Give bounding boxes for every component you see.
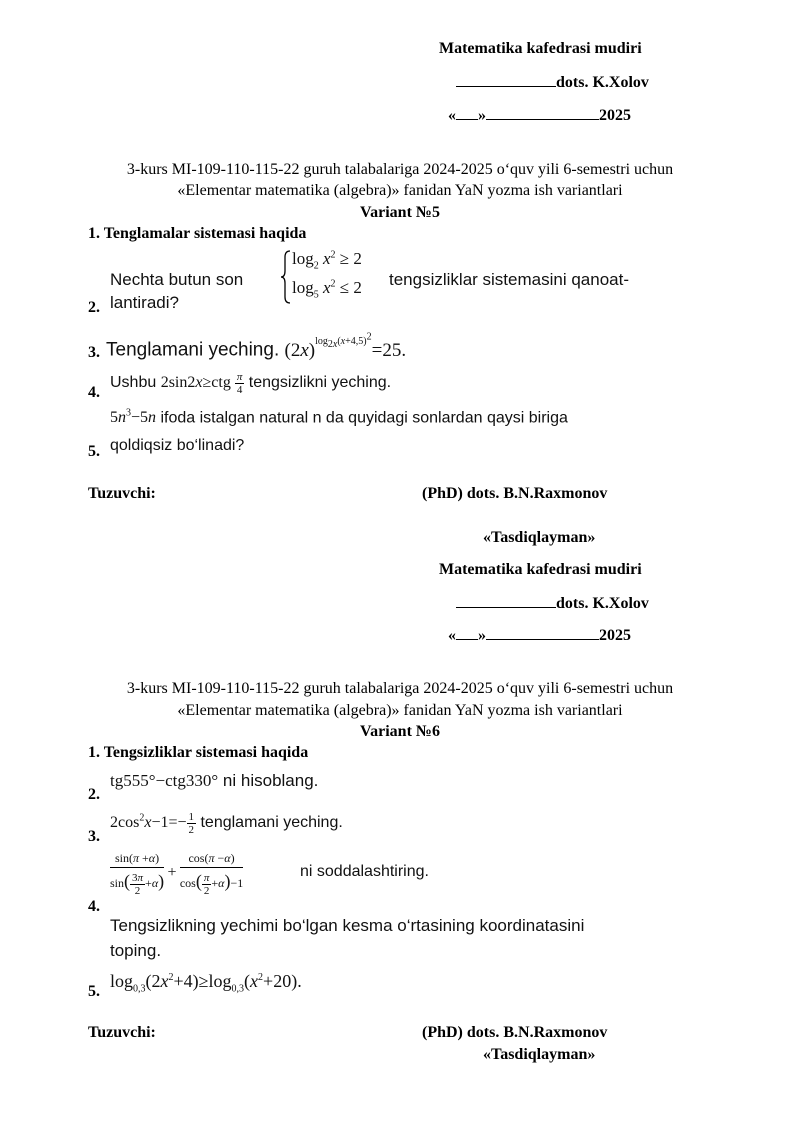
q3-text: Tenglamani yeching.	[106, 339, 280, 361]
month-blank	[486, 106, 599, 120]
pi-over-4-fraction: $\frac{\pi}{4}$	[236, 371, 243, 396]
v6-q4-fraction-1: sin(π +α) sin( $\frac{3\pi}{2}$ +α)	[110, 851, 165, 897]
day-blank	[456, 626, 478, 640]
date-quote-open: «	[448, 627, 456, 644]
v6-q2-text: ni hisoblang.	[222, 771, 319, 790]
q2-text-a: Nechta butun son	[110, 270, 244, 289]
v6-q4-number: 4.	[88, 898, 100, 915]
signature-blank	[456, 594, 556, 608]
approval-year: 2025	[599, 627, 631, 644]
topic-heading: 1. Tenglamalar sistemasi haqida	[88, 225, 307, 242]
q2-system-formula	[280, 249, 380, 305]
q4-text-b: tengsizlikni yeching.	[248, 374, 392, 392]
v6-q4-formula: sin(π +α) sin( $\frac{3\pi}{2}$ +α) + cos(π −α) cos( $\frac{\pi}{2}$ +α)−1	[110, 851, 244, 897]
v6-q4-text: ni soddalashtiring.	[300, 863, 429, 880]
q4-text-a: Ushbu	[110, 374, 157, 392]
assignment-title-line2: «Elementar matematika (algebra)» fanidan YaN yozma ish variantlari	[177, 182, 623, 199]
author-name: (PhD) dots. B.N.Raxmonov	[422, 485, 608, 502]
v6-q5-text-b: toping.	[110, 941, 162, 960]
author-label: Tuzuvchi:	[88, 485, 156, 502]
variant-heading: Variant №5	[360, 204, 440, 221]
date-quote-close: »	[478, 107, 486, 124]
half-fraction: $\frac{1}{2}$	[188, 811, 195, 836]
q2-text-b: tengsizliklar sistemasini qanoat-	[389, 270, 629, 289]
date-quote-open: «	[448, 107, 456, 124]
assignment-title-line1: 3-kurs MI-109-110-115-22 guruh talabalariga 2024-2025 o‘quv yili 6-semestri uchun	[126, 680, 674, 697]
q3-number: 3.	[88, 344, 100, 361]
day-blank	[456, 106, 478, 120]
approval-year: 2025	[599, 107, 631, 124]
q2-number: 2.	[88, 299, 100, 316]
signature-blank	[456, 73, 556, 87]
assignment-title-line1: 3-kurs MI-109-110-115-22 guruh talabalariga 2024-2025 o‘quv yili 6-semestri uchun	[126, 161, 674, 178]
topic-heading: 1. Tengsizliklar sistemasi haqida	[88, 744, 309, 761]
brace-icon	[280, 249, 292, 305]
assignment-title-line2: «Elementar matematika (algebra)» fanidan YaN yozma ish variantlari	[177, 702, 623, 719]
v6-q2-expression: tg555°−ctg330°	[110, 771, 219, 790]
approve-word-bottom: «Tasdiqlayman»	[483, 1046, 596, 1063]
department-head-title: Matematika kafedrasi mudiri	[439, 561, 642, 578]
q3-line	[106, 332, 407, 362]
variant-heading: Variant №6	[360, 723, 440, 740]
q5-number: 5.	[88, 443, 100, 460]
q5-text-b: qoldiqsiz bo‘linadi?	[110, 437, 245, 454]
v6-q2-number: 2.	[88, 786, 100, 803]
approve-word: «Tasdiqlayman»	[483, 529, 596, 546]
q4-number: 4.	[88, 384, 100, 401]
department-head-title: Matematika kafedrasi mudiri	[439, 40, 642, 57]
q4-inequality: 2sin2x≥ctg $\frac{\pi}{4}$	[160, 371, 243, 396]
v6-q5-number: 5.	[88, 983, 100, 1000]
v6-q5-inequality: $\log_{0,3}(2x^2+4)\ge\log_{0,3}(x^2+20)$.	[110, 971, 302, 995]
v6-q4-fraction-2: cos(π −α) cos( $\frac{\pi}{2}$ +α)−1	[179, 851, 244, 897]
v6-q5-text-a: Tengsizlikning yechimi bo‘lgan kesma o‘rtasining koordinatasini	[110, 916, 585, 935]
head-signer-name: dots. K.Xolov	[556, 74, 649, 91]
approval-date-line	[448, 106, 631, 125]
author-label: Tuzuvchi:	[88, 1024, 156, 1041]
v6-q3-line	[110, 811, 343, 836]
v6-q3-equation: $2\cos^2x-1=-$ $\frac{1}{2}$	[110, 811, 195, 836]
q2-text-c: lantiradi?	[110, 293, 179, 312]
approval-date-line	[448, 626, 631, 645]
v6-q2-line	[110, 771, 318, 791]
q3-equation: $(2x)^{log_{2x}(x+4,5)^2}=25$.	[284, 332, 407, 361]
v6-q3-text: tenglamani yeching.	[200, 814, 343, 832]
month-blank	[486, 626, 599, 640]
author-name: (PhD) dots. B.N.Raxmonov	[422, 1024, 608, 1041]
head-signer-name: dots. K.Xolov	[556, 595, 649, 612]
head-signature-line	[456, 73, 649, 92]
q2-ineq-2: $\log_5 x^2 \le 2$	[292, 278, 362, 301]
q5-line-a	[110, 408, 568, 427]
date-quote-close: »	[478, 627, 486, 644]
q4-line	[110, 371, 391, 396]
q5-text-a: ifoda istalgan natural n da quyidagi sonlardan qaysi biriga	[160, 409, 568, 427]
v6-q3-number: 3.	[88, 828, 100, 845]
q2-ineq-1: $\log_2 x^2 \ge 2$	[292, 249, 362, 272]
head-signature-line	[456, 594, 649, 613]
q5-expression: $5n^3-5n$	[110, 408, 157, 427]
